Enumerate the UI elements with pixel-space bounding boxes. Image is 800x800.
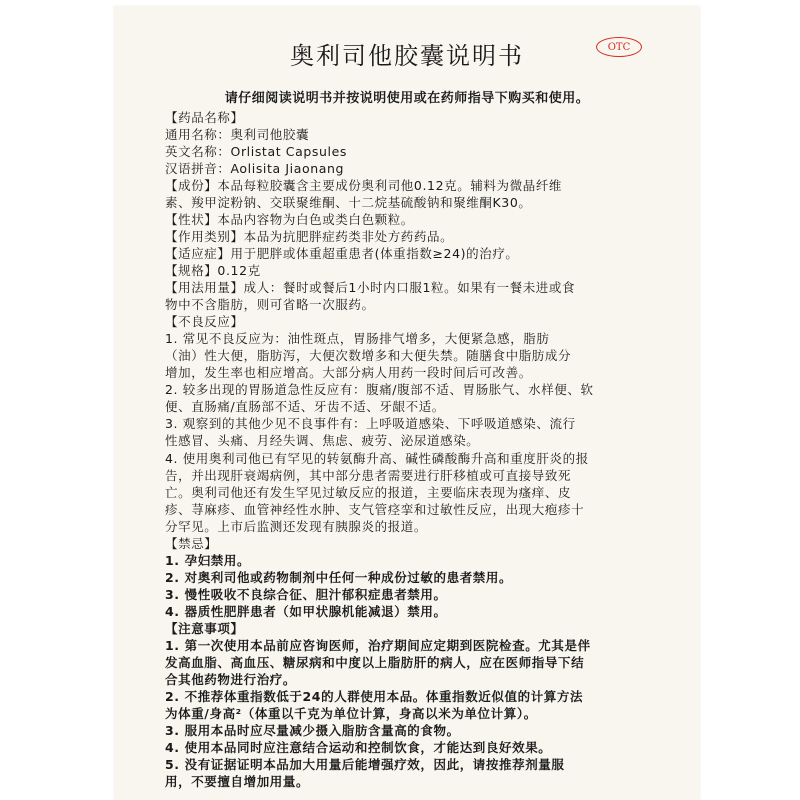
text-line: 素、羧甲淀粉钠、交联聚维酮、十二烷基硫酸钠和聚维酮K30。	[165, 195, 532, 211]
section-heading-contraindications: 【禁忌】	[165, 535, 218, 551]
text-line: 通用名称：奥利司他胶囊	[165, 127, 310, 143]
text-line: 合其他药物进行治疗。	[165, 671, 297, 687]
text-line: 3. 观察到的其他少见不良事件有：上呼吸道感染、下呼吸道感染、流行	[165, 416, 576, 432]
text-line: 3. 服用本品时应尽量减少摄入脂肪含量高的食物。	[165, 722, 460, 738]
text-line: 亡。奥利司他还有发生罕见过敏反应的报道，主要临床表现为瘙痒、皮	[165, 484, 572, 500]
text-line: 用，不要擅自增加用量。	[165, 773, 310, 789]
document-title: 奥利司他胶囊说明书	[290, 42, 524, 70]
text-line: 分罕见。上市后监测还发现有胰腺炎的报道。	[165, 518, 428, 534]
document-subtitle: 请仔细阅读说明书并按说明使用或在药师指导下购买和使用。	[224, 91, 590, 106]
text-line: 4. 使用奥利司他已有罕见的转氨酶升高、碱性磷酸酶升高和重度肝炎的报	[165, 450, 589, 466]
section-heading-adverse-reactions: 【不良反应】	[165, 314, 244, 330]
text-line: 为体重/身高²（体重以千克为单位计算，身高以米为单位计算）。	[165, 705, 537, 721]
text-line: 英文名称：Orlistat Capsules	[165, 144, 348, 160]
text-line: 2. 不推荐体重指数低于24的人群使用本品。体重指数近似值的计算方法	[165, 688, 584, 704]
text-line: 增加，发生率也相应增高。大部分病人用药一段时间后可改善。	[165, 365, 532, 381]
text-line: 物中不含脂肪，则可省略一次服药。	[165, 297, 375, 313]
text-line: 【作用类别】本品为抗肥胖症药类非处方药药品。	[165, 229, 454, 245]
text-line: 4. 使用本品同时应注意结合运动和控制饮食，才能达到良好效果。	[165, 739, 552, 755]
text-line: 2. 较多出现的胃肠道急性反应有：腹痛/腹部不适、胃肠胀气、水样便、软	[165, 382, 594, 398]
text-line: 【规格】0.12克	[165, 263, 261, 279]
text-line: 发高血脂、高血压、糖尿病和中度以上脂肪肝的病人，应在医师指导下结	[165, 654, 585, 670]
section-heading-precautions: 【注意事项】	[165, 620, 244, 636]
text-line: 疹、荨麻疹、血管神经性水肿、支气管痉挛和过敏性反应，出现大疱疹十	[165, 501, 585, 517]
text-line: 汉语拼音：Aolisita Jiaonang	[165, 161, 345, 177]
text-line: 便、直肠痛/直肠部不适、牙齿不适、牙龈不适。	[165, 399, 445, 415]
text-line: 【适应症】用于肥胖或体重超重患者(体重指数≥24)的治疗。	[165, 246, 519, 262]
section-heading-drug-name: 【药品名称】	[165, 110, 244, 125]
text-line: 性感冒、头痛、月经失调、焦虑、疲劳、泌尿道感染。	[165, 433, 480, 449]
text-line: 1. 常见不良反应为：油性斑点，胃肠排气增多，大便紧急感，脂肪	[165, 331, 550, 347]
text-line: 【用法用量】成人：餐时或餐后1小时内口服1粒。如果有一餐未进或食	[165, 280, 576, 296]
text-line: 【成份】本品每粒胶囊含主要成份奥利司他0.12克。辅料为微晶纤维	[165, 178, 563, 194]
text-line: 3. 慢性吸收不良综合征、胆汁郁积症患者禁用。	[165, 586, 447, 602]
text-line: 告，并出现肝衰竭病例，其中部分患者需要进行肝移植或可直接导致死	[165, 467, 572, 483]
text-line: 5. 没有证据证明本品加大用量后能增强疗效，因此，请按推荐剂量服	[165, 756, 565, 772]
text-line: 1. 孕妇禁用。	[165, 552, 251, 568]
text-line: 1. 第一次使用本品前应咨询医师，治疗期间应定期到医院检查。尤其是伴	[165, 637, 591, 653]
otc-badge: OTC	[596, 37, 642, 57]
text-line: 2. 对奥利司他或药物制剂中任何一种成份过敏的患者禁用。	[165, 569, 513, 585]
text-line: 4. 器质性肥胖患者（如甲状腺机能减退）禁用。	[165, 603, 447, 619]
text-line: 【性状】本品内容物为白色或类白色颗粒。	[165, 212, 414, 228]
text-line: （油）性大便，脂肪泻，大便次数增多和大便失禁。随膳食中脂肪成分	[165, 348, 572, 364]
